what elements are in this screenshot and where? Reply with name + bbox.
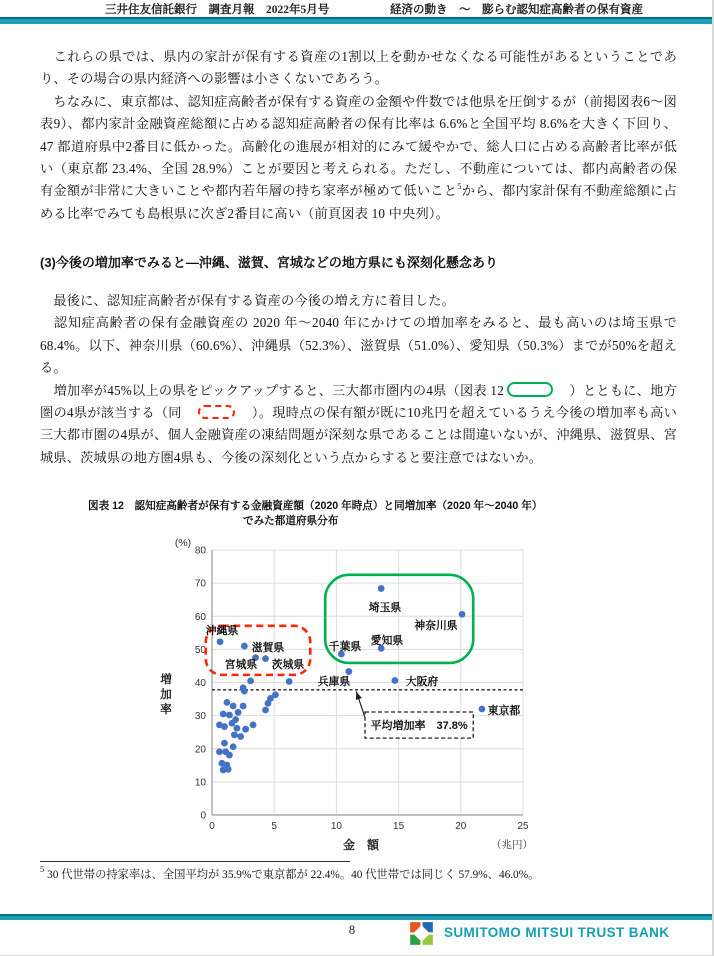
scatter-point (229, 720, 236, 727)
scatter-point (217, 638, 224, 645)
average-callout-label: 平均増加率 37.8% (370, 720, 468, 733)
scatter-point (391, 677, 398, 684)
footnote-marker: 5 (40, 864, 45, 874)
scatter-point (240, 703, 247, 710)
scatter-point (250, 722, 257, 729)
x-axis-unit: （兆円） (491, 839, 533, 851)
footnote-separator-rule (40, 861, 350, 862)
scatter-point (235, 709, 242, 716)
header-right-text: 経済の動き ～ 膨らむ認知症高齢者の保有資産 (390, 4, 643, 16)
scatter-point (262, 655, 269, 662)
footnote-text: 30 代世帯の持家率は、全国平均が 35.9%で東京都が 22.4%。40 代世帯では同じく 57.9%、46.0%。 (44, 869, 540, 881)
scatter-point (262, 707, 269, 714)
y-tick-label: 20 (194, 744, 206, 756)
figure-title-line2: でみた都道府県分布 (243, 515, 339, 527)
scatter-point (221, 723, 228, 730)
footer-brand (408, 918, 669, 948)
y-tick-label: 70 (194, 578, 206, 590)
body-block-1 (40, 46, 677, 225)
y-tick-label: 60 (194, 611, 206, 623)
paragraph-2-text: ちなみに、東京都は、認知症高齢者が保有する資産の金額や件数では他県を圧倒するが（前掲図表6～図表9）、都内家計金融資産総額に占める認知症高齢者の保有比率は 6.6%と全国平均 8.6%を大きく下回り、47 都道府県中2番目に低かった。高齢化の進展が相対的にみて緩やかで、総人口に占める高齢者比率が低い（東京都 23.4%、全国 28.9%）ことが要因と考えられる。ただし、不動産については、都内高齢者の保有金額が非常に大きいことや都内若年層の持ち家率が極めて低いこと (40, 93, 677, 199)
point-label: 埼玉県 (368, 602, 402, 614)
scatter-point (220, 711, 227, 718)
scatter-point (230, 703, 237, 710)
x-tick-label: 10 (330, 821, 342, 832)
bank-logo-icon (408, 920, 435, 947)
header-rule (0, 17, 714, 24)
scatter-chart (150, 533, 580, 858)
y-tick-label: 80 (194, 545, 206, 557)
y-tick-label: 10 (194, 777, 206, 789)
point-label: 大阪府 (405, 676, 439, 688)
x-tick-label: 20 (455, 821, 467, 832)
paragraph-5-text-end: ）。現時点の保有額が既に10兆円を超えているうえ今後の増加率も高い三大都市圏の4県が、個人金融資産の凍結問題が深刻な県であることは間違いないが、沖縄県、滋賀県、宮城県、茨城県の地方圏4県も、今後の深刻化という点からすると要注意ではないか。 (40, 405, 678, 465)
scatter-point (378, 585, 385, 592)
y-tick-label: 30 (194, 711, 206, 723)
scatter-point (265, 700, 272, 707)
x-tick-label: 0 (209, 821, 215, 832)
point-label: 愛知県 (370, 635, 404, 647)
scatter-point (233, 725, 240, 732)
x-tick-label: 15 (393, 821, 405, 832)
scatter-point (286, 678, 293, 685)
scatter-point (221, 740, 228, 747)
header-left-text: 三井住友信託銀行 調査月報 2022年5月号 (105, 4, 330, 16)
paragraph-4: 認知症高齢者の保有金融資産の 2020 年～2040 年にかけての増加率をみると、最も高いのは埼玉県で 68.4%。以下、神奈川県（60.6%）、沖縄県（52.3%）、滋賀県（51.0%）、愛知県（50.3%）までが50%を超える。 (40, 315, 677, 376)
point-label: 千葉県 (328, 641, 362, 653)
y-tick-label: 50 (194, 644, 206, 656)
y-tick-label: 40 (194, 678, 206, 689)
point-label: 滋賀県 (251, 642, 285, 654)
red-dashed-oval-legend-mark (198, 405, 235, 419)
scatter-point (216, 748, 223, 755)
paragraph-3: 最後に、認知症高齢者が保有する資産の今後の増え方に着目した。 (40, 293, 456, 308)
paragraph-5-text: 増加率が45%以上の県をピックアップすると、三大都市圏内の4県（図表 12 (40, 382, 505, 398)
callout-arrow-head (356, 691, 362, 700)
scatter-point (241, 643, 248, 650)
y-axis-unit: (%) (174, 537, 192, 549)
scatter-point (459, 611, 466, 618)
scatter-point (479, 706, 486, 713)
point-label: 茨城県 (271, 659, 305, 671)
body-block-2 (40, 290, 677, 469)
x-tick-label: 5 (271, 821, 277, 832)
green-oval-legend-mark (507, 382, 553, 397)
point-label: 宮城県 (224, 659, 258, 671)
scatter-point (226, 752, 233, 759)
scatter-point (237, 733, 244, 740)
point-label: 兵庫県 (317, 676, 351, 688)
y-axis-title: 加 (160, 689, 172, 701)
y-axis-title: 率 (160, 704, 172, 716)
scatter-point (345, 668, 352, 675)
y-axis-title: 増 (160, 674, 172, 686)
paragraph-5 (40, 380, 677, 470)
scatter-point (226, 712, 233, 719)
scatter-point (242, 726, 249, 733)
scatter-point (220, 767, 227, 774)
page-number: 8 (348, 923, 356, 937)
point-label: 沖縄県 (205, 625, 239, 637)
footnote (40, 864, 680, 883)
section-heading-3: (3)今後の増加率でみると―沖縄、滋賀、宮城などの地方県にも深刻化懸念あり (40, 255, 498, 270)
footnote-ref-5: 5 (457, 181, 462, 192)
paragraph-5-text-mid: ）とともに、地方圏の4県が該当する（同 (40, 382, 677, 421)
x-tick-label: 25 (517, 821, 529, 832)
point-label: 神奈川県 (414, 620, 458, 632)
x-axis-title: 金 額 (342, 838, 380, 852)
y-tick-label: 0 (200, 810, 206, 822)
scatter-point (231, 731, 238, 738)
point-label: 東京都 (487, 705, 521, 717)
scatter-point (241, 688, 248, 695)
scatter-point (224, 699, 231, 706)
scatter-point (230, 743, 237, 750)
figure-title-line1: 図表 12 認知症高齢者が保有する金融資産額（2020 年時点）と同増加率（2020 年～2040 年） (88, 500, 543, 512)
paragraph-2 (40, 91, 677, 225)
bank-name: SUMITOMO MITSUI TRUST BANK (444, 925, 670, 940)
scatter-point (247, 677, 254, 684)
paragraph-2-text-cont: から、都内家計保有不動産総額に占める比率でみても島根県に次ぎ2番目に高い（前頁図表 10 中央列）。 (40, 183, 678, 221)
paragraph-1: これらの県では、県内の家計が保有する資産の1割以上を動かせなくなる可能性があるということであり、その場合の県内経済への影響は小さくないであろう。 (40, 49, 677, 87)
